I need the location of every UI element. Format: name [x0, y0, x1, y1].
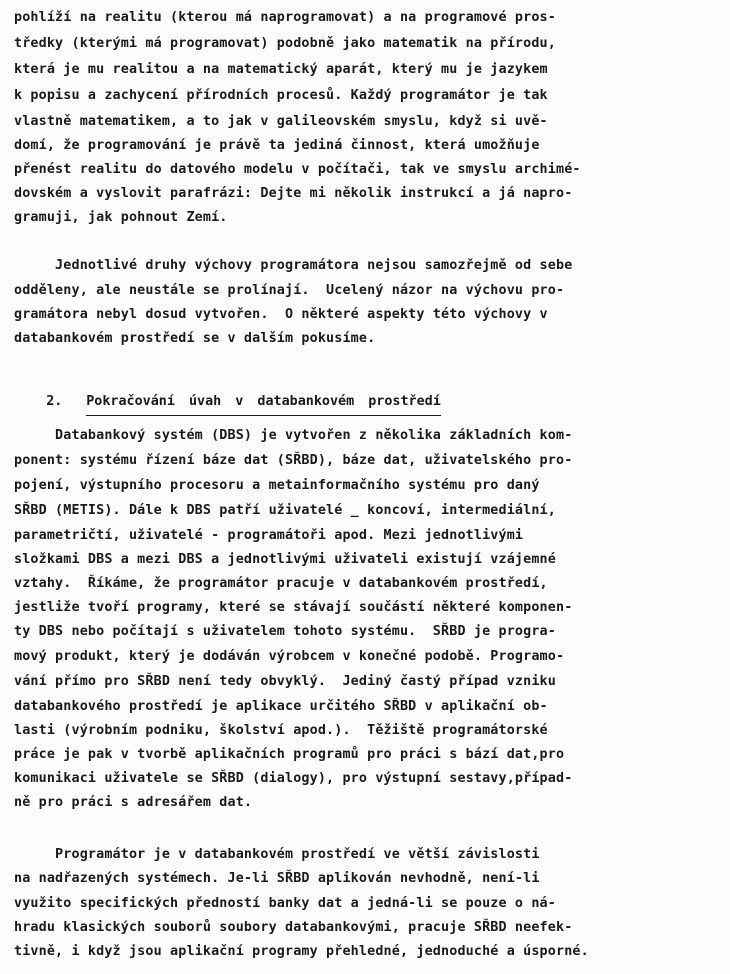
paragraph-3-line-6: složkami DBS a mezi DBS a jednotlivými uživateli existují vzájemné	[14, 552, 556, 567]
paragraph-3-line-3: pojení, výstupního procesoru a metainformačního systému pro daný	[14, 478, 540, 493]
paragraph-1-line-2: tředky (kterými má programovat) podobně jako matematik na přírodu,	[14, 36, 556, 51]
paragraph-1-line-5: vlastně matematikem, a to jak v galileovském smyslu, když si uvě-	[14, 114, 548, 129]
paragraph-3-line-11: vání přímo pro SŘBD není tedy obvyklý. Jediný častý případ vzniku	[14, 674, 556, 689]
paragraph-2-line-1: Jednotlivé druhy výchovy programátora nejsou samozřejmě od sebe	[14, 258, 573, 273]
paragraph-3-line-10: mový produkt, který je dodáván výrobcem v konečné podobě. Programo-	[14, 649, 565, 664]
paragraph-3-line-1: Databankový systém (DBS) je vytvořen z několika základních kom-	[14, 428, 573, 443]
paragraph-3-line-7: vztahy. Říkáme, že programátor pracuje v databankovém prostředí,	[14, 576, 548, 591]
paragraph-3-line-2: ponent: systému řízení báze dat (SŘBD), báze dat, uživatelského pro-	[14, 453, 573, 468]
paragraph-3-line-8: jestliže tvoří programy, které se stávají součástí některé komponen-	[14, 600, 573, 615]
paragraph-3-line-13: lasti (výrobním podniku, školství apod.). Těžiště programátorské	[14, 723, 548, 738]
paragraph-4-line-2: na nadřazených systémech. Je-li SŘBD aplikován nevhodně, není-li	[14, 871, 540, 886]
paragraph-4-line-3: využito specifických předností banky dat a jedná-li se pouze o ná-	[14, 896, 556, 911]
paragraph-3-line-9: ty DBS nebo počítají s uživatelem tohoto systému. SŘBD je progra-	[14, 624, 556, 639]
paragraph-4-line-5: tivně, i když jsou aplikační programy přehledné, jednoduché a úsporné.	[14, 944, 589, 959]
paragraph-1-line-7: přenést realitu do datového modelu v počítači, tak ve smyslu archimé-	[14, 162, 581, 177]
section-number: 2.	[46, 394, 63, 409]
paragraph-3-line-15: komunikaci uživatele se SŘBD (dialogy), pro výstupní sestavy,případ-	[14, 771, 573, 786]
paragraph-2-line-4: databankovém prostředí se v dalším pokusíme.	[14, 331, 376, 346]
paragraph-1-line-6: domí, že programování je právě ta jediná činnost, která umožňuje	[14, 138, 540, 153]
paragraph-2-line-3: gramátora nebyl dosud vytvořen. O některé aspekty této výchovy v	[14, 307, 548, 322]
paragraph-3-line-16: ně pro práci s adresářem dat.	[14, 795, 253, 810]
paragraph-1-line-8: dovském a vyslovit parafrázi: Dejte mi několik instrukcí a já napro-	[14, 186, 573, 201]
paragraph-3-line-12: databankového prostředí je aplikace určitého SŘBD v aplikační ob-	[14, 699, 548, 714]
paragraph-1-line-3: která je mu realitou a na matematický aparát, který mu je jazykem	[14, 62, 548, 77]
paragraph-3-line-4: SŘBD (METIS). Dále k DBS patří uživatelé _ koncoví, intermediální,	[14, 503, 556, 518]
paragraph-4-line-4: hradu klasických souborů soubory databankovými, pracuje SŘBD neefek-	[14, 920, 573, 935]
section-title: Pokračování úvah v databankovém prostředí	[86, 392, 441, 416]
paragraph-1-line-9: gramuji, jak pohnout Zemí.	[14, 210, 228, 225]
paragraph-4-line-1: Programátor je v databankovém prostředí ve větší závislosti	[14, 847, 540, 862]
paragraph-1-line-1: pohlíží na realitu (kterou má naprogramovat) a na programové pros-	[14, 10, 556, 25]
paragraph-3-line-5: parametričtí, uživatelé - programátoři apod. Mezi jednotlivými	[14, 528, 524, 543]
paragraph-1-line-4: k popisu a zachycení přírodních procesů. Každý programátor je tak	[14, 88, 548, 103]
paragraph-2-line-2: odděleny, ale neustále se prolínají. Ucelený názor na výchovu pro-	[14, 283, 565, 298]
paragraph-3-line-14: práce je pak v tvorbě aplikačních programů pro práci s bází dat,pro	[14, 747, 565, 762]
